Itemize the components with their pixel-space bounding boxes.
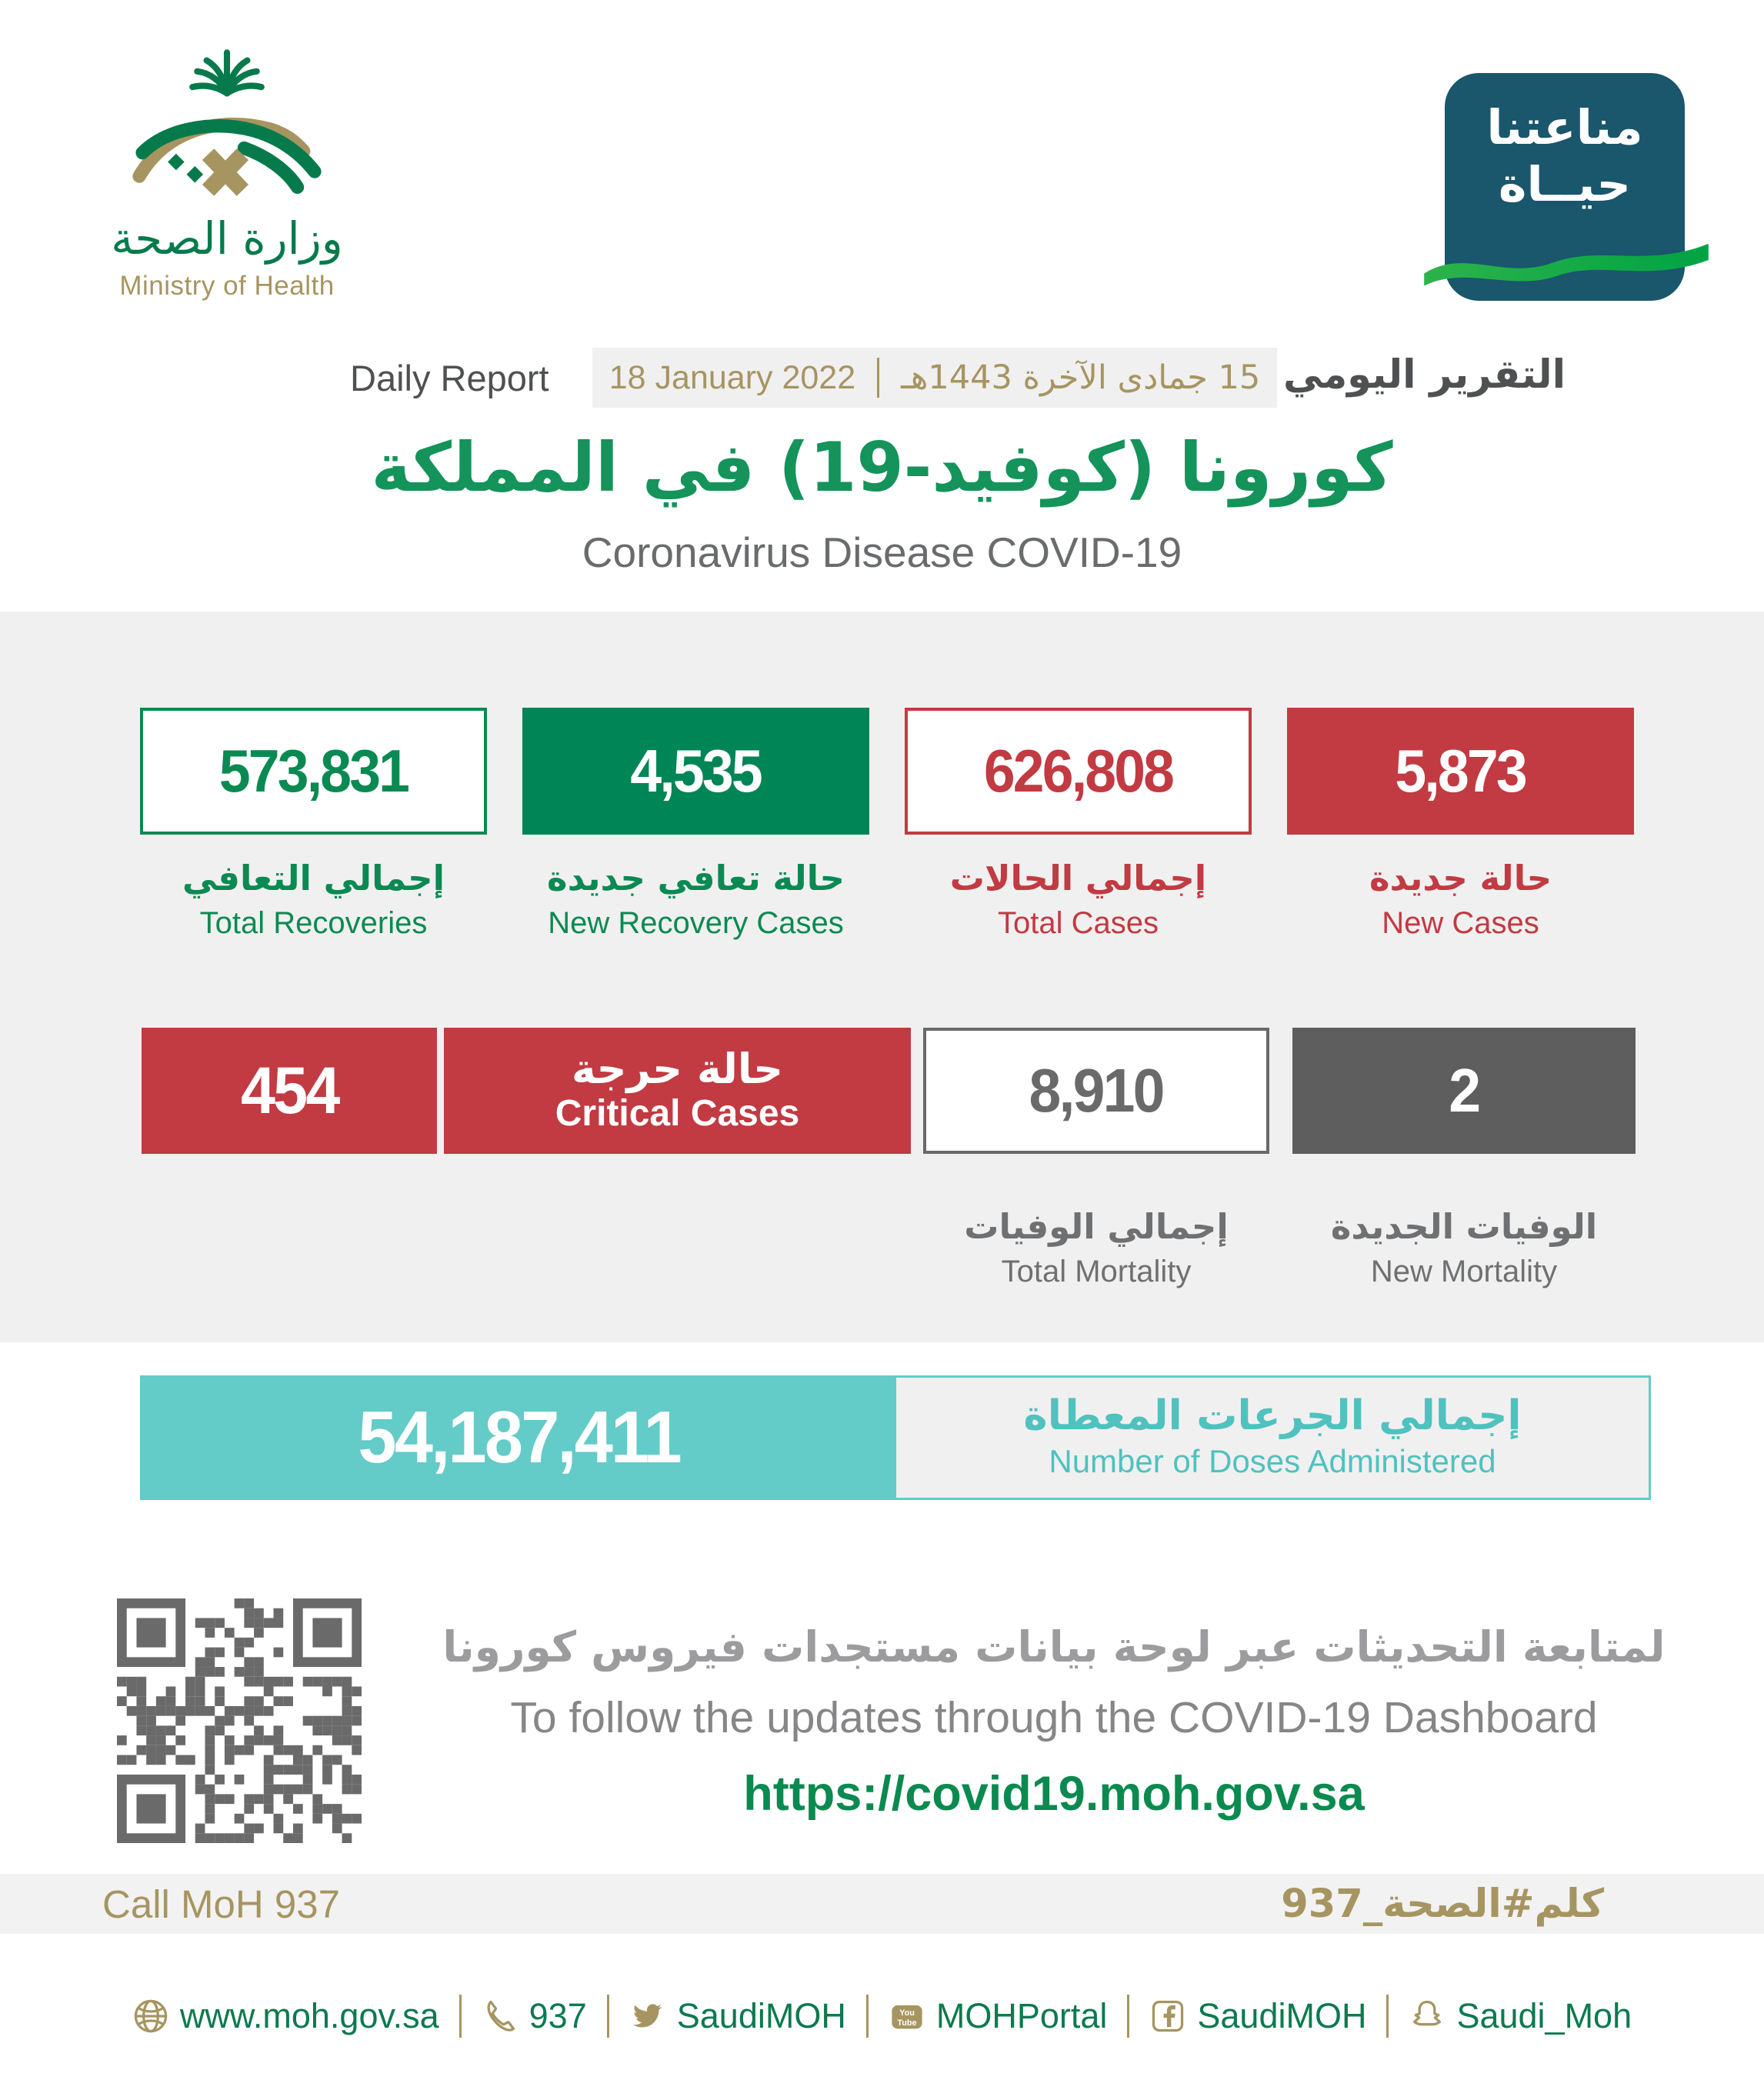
twitter-icon [629,1998,666,2035]
dashboard-text-arabic: لمتابعة التحديثات عبر لوحة بيانات مستجدات فيروس كورونا [442,1622,1666,1672]
dashboard-url-link[interactable]: https://covid19.moh.gov.sa [743,1767,1365,1821]
new-mortality-labels: الوفيات الجديدة New Mortality [1330,1206,1598,1288]
new-mortality-value-box: 2 [1292,1028,1636,1154]
date-hijri: 15 جمادى الآخرة 1443هـ [901,358,1261,397]
critical-cases-value-box: 454 [142,1028,437,1154]
stat-new-cases: 5,873 حالة جديدة New Cases [1287,708,1634,941]
snapchat-icon [1409,1998,1446,2035]
youtube-icon [889,1998,925,2035]
doses-label-box: إجمالي الجرعات المعطاة Number of Doses Administered [896,1378,1649,1498]
social-snapchat-link[interactable]: Saudi_Moh [1409,1996,1632,2036]
stats-row-1 [140,708,1634,941]
call-moh-english: Call MoH 937 [102,1882,340,1926]
social-phone-link[interactable]: 937 [482,1996,587,2036]
divider [866,1995,869,2038]
facebook-icon [1149,1998,1186,2035]
moh-name-arabic: وزارة الصحة [111,212,343,265]
total-cases-value-box: 626,808 [905,708,1252,835]
divider [1386,1995,1389,2038]
total-recoveries-value-box: 573,831 [140,708,487,835]
new-recovery-cases-value-box: 4,535 [522,708,869,835]
dashboard-info [400,1622,1708,1822]
moh-logo [81,37,373,302]
report-header-row [0,348,1764,408]
moh-emblem-palm-swords-icon [112,37,342,217]
phone-icon [482,1998,519,2035]
total-mortality-value-box: 8,910 [923,1028,1269,1154]
social-website-link[interactable]: www.moh.gov.sa [132,1996,439,2036]
social-youtube-link[interactable]: You Tube MOHPortal [889,1996,1108,2036]
stat-total-cases: 626,808 إجمالي الحالات Total Cases [905,708,1252,941]
social-facebook-link[interactable]: SaudiMOH [1149,1996,1366,2036]
green-wave-icon [1411,221,1722,288]
globe-icon [132,1998,169,2035]
qr-code [115,1598,363,1843]
social-links-bar [0,1985,1764,2048]
svg-text:Tube: Tube [897,2018,917,2028]
divider [1127,1995,1129,2038]
critical-cases-label-box: حالة حرجة Critical Cases [444,1028,911,1154]
date-separator [877,358,879,398]
immunity-logo-text: مناعتنا حيــاة [1486,99,1643,212]
svg-text:You: You [899,2008,915,2018]
immunity-is-life-logo [1445,73,1685,301]
doses-value-box: 54,187,411 [142,1378,896,1498]
total-mortality-labels: إجمالي الوفيات Total Mortality [964,1206,1229,1288]
date-gregorian: 18 January 2022 [609,358,856,396]
doses-administered-row [140,1375,1651,1500]
stat-total-recoveries: 573,831 إجمالي التعافي Total Recoveries [140,708,487,941]
divider [607,1995,609,2038]
new-cases-value-box: 5,873 [1287,708,1634,835]
page-title-english: Coronavirus Disease COVID-19 [582,528,1182,576]
stat-new-recovery-cases: 4,535 حالة تعافي جديدة New Recovery Cases [522,708,869,941]
dashboard-text-english: To follow the updates through the COVID-19 Dashboard [510,1693,1598,1742]
moh-name-english: Ministry of Health [119,271,335,301]
daily-report-label-en: Daily Report [350,358,549,398]
divider [459,1995,462,2038]
call-moh-arabic-hashtag: كلم#الصحة_937 [1281,1881,1604,1927]
social-twitter-link[interactable]: SaudiMOH [629,1996,846,2036]
page-title-arabic: كورونا (كوفيد-19) في المملكة [371,428,1393,507]
daily-report-label-ar: التقرير اليومي [1283,352,1566,398]
date-box [592,348,1277,408]
call-moh-band [0,1874,1764,1934]
